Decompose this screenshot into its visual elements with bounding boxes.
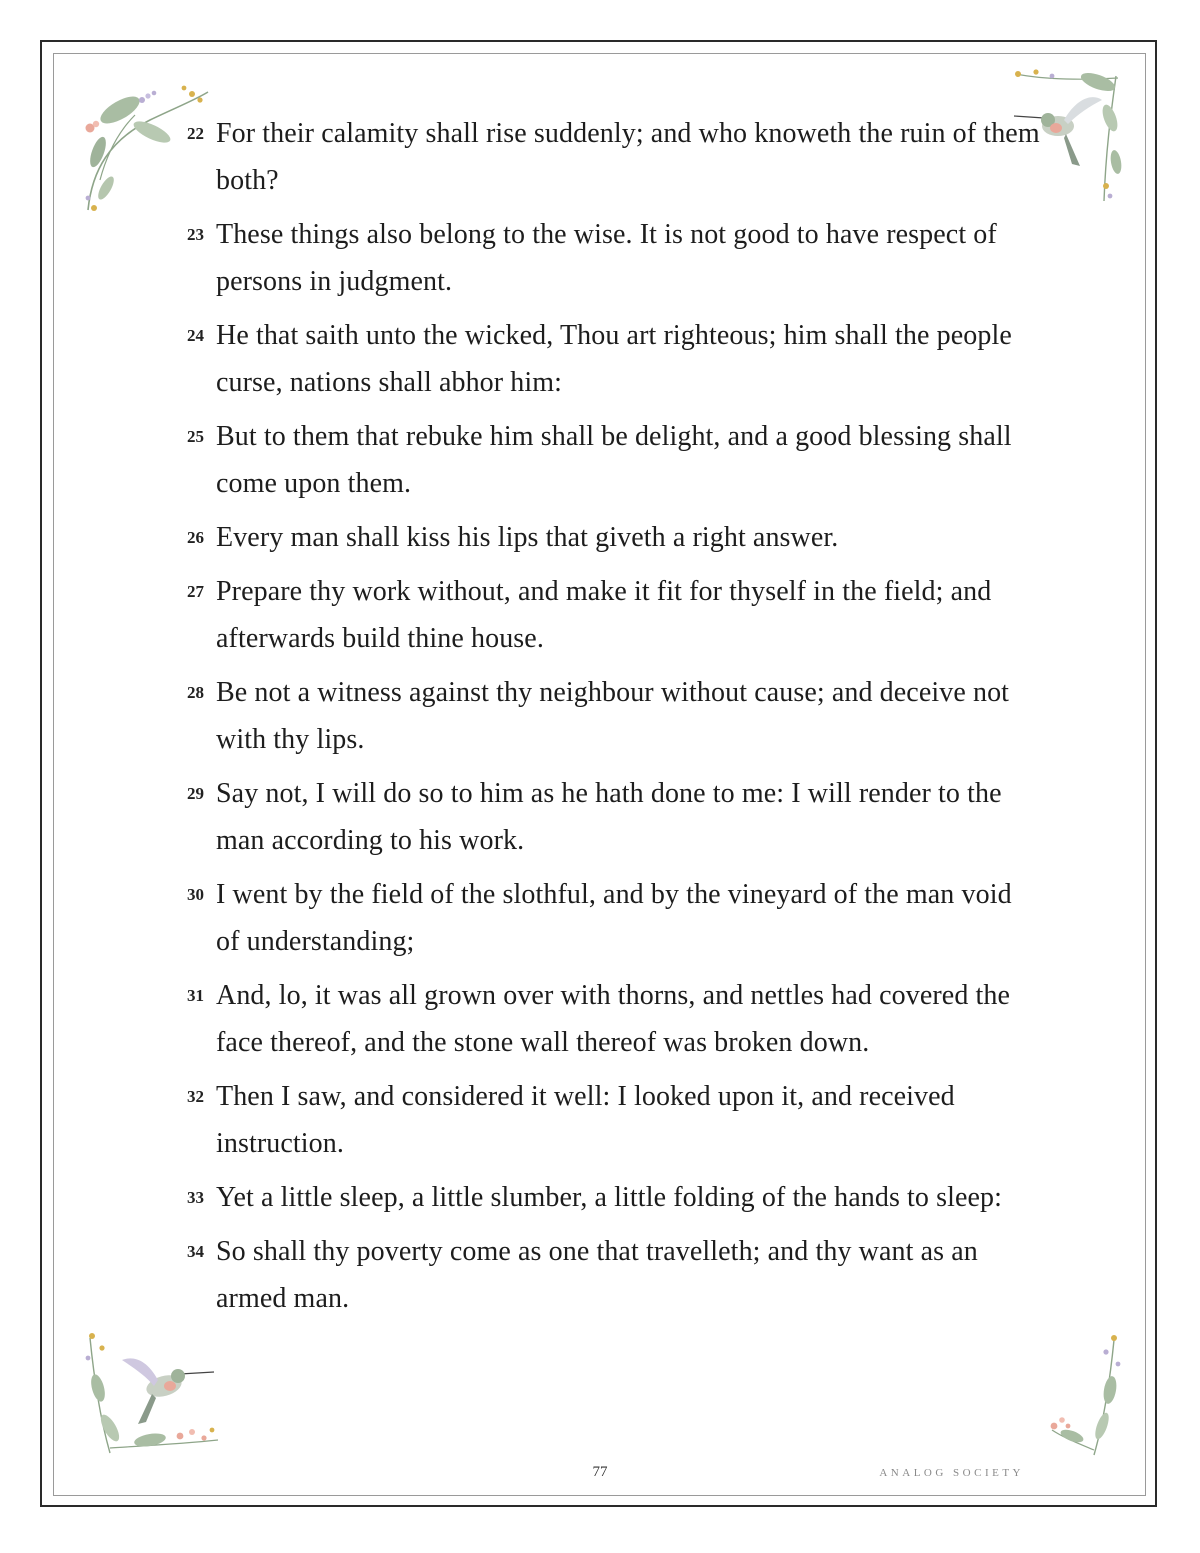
verse-item <box>170 312 1040 406</box>
verse-number: 23 <box>187 225 204 244</box>
verse-number: 32 <box>187 1087 204 1106</box>
verse-text: These things also belong to the wise. It is not good to have respect of persons in judgment. <box>216 219 997 297</box>
verse-text: He that saith unto the wicked, Thou art righteous; him shall the people curse, nations shall abhor him: <box>216 320 1012 398</box>
verse-text: Then I saw, and considered it well: I looked upon it, and received instruction. <box>216 1081 955 1159</box>
floral-corner-icon <box>1044 1330 1124 1460</box>
verse-number: 26 <box>187 528 204 547</box>
hummingbird-floral-icon <box>80 1328 220 1458</box>
verse-text: So shall thy poverty come as one that travelleth; and thy want as an armed man. <box>216 1236 978 1314</box>
verse-text: And, lo, it was all grown over with thorns, and nettles had covered the face thereof, and the stone wall thereof was broken down. <box>216 980 1011 1058</box>
verse-text: For their calamity shall rise suddenly; and who knoweth the ruin of them both? <box>216 118 1040 196</box>
verse-number: 28 <box>187 683 204 702</box>
verse-item <box>170 871 1040 965</box>
verse-item <box>170 1174 1040 1221</box>
verse-item <box>170 972 1040 1066</box>
verse-item <box>170 514 1040 561</box>
verse-number: 31 <box>187 986 204 1005</box>
verse-item <box>170 413 1040 507</box>
verse-number: 24 <box>187 326 204 345</box>
verse-text: I went by the field of the slothful, and by the vineyard of the man void of understanding; <box>216 879 1012 957</box>
verse-item <box>170 770 1040 864</box>
verse-item <box>170 211 1040 305</box>
verse-number: 34 <box>187 1242 204 1261</box>
verse-text: Yet a little sleep, a little slumber, a little folding of the hands to sleep: <box>216 1182 1003 1213</box>
verse-item <box>170 1228 1040 1322</box>
verse-number: 29 <box>187 784 204 803</box>
verse-item <box>170 669 1040 763</box>
verse-number: 27 <box>187 582 204 601</box>
verse-number: 22 <box>187 124 204 143</box>
page-number: 77 <box>592 1464 608 1480</box>
verse-text: Prepare thy work without, and make it fit for thyself in the field; and afterwards build thine house. <box>216 576 992 654</box>
verse-item <box>170 1073 1040 1167</box>
verse-number: 30 <box>187 885 204 904</box>
verse-text: But to them that rebuke him shall be delight, and a good blessing shall come upon them. <box>216 421 1012 499</box>
verse-number: 25 <box>187 427 204 446</box>
verse-number: 33 <box>187 1188 204 1207</box>
verse-text: Be not a witness against thy neighbour without cause; and deceive not with thy lips. <box>216 677 1010 755</box>
brand-name: ANALOG SOCIETY <box>879 1467 1024 1479</box>
verse-item <box>170 110 1040 204</box>
verse-text: Every man shall kiss his lips that giveth a right answer. <box>216 522 839 553</box>
verse-list <box>170 110 1040 1329</box>
verse-text: Say not, I will do so to him as he hath done to me: I will render to the man according to his work. <box>216 778 1002 856</box>
verse-item <box>170 568 1040 662</box>
